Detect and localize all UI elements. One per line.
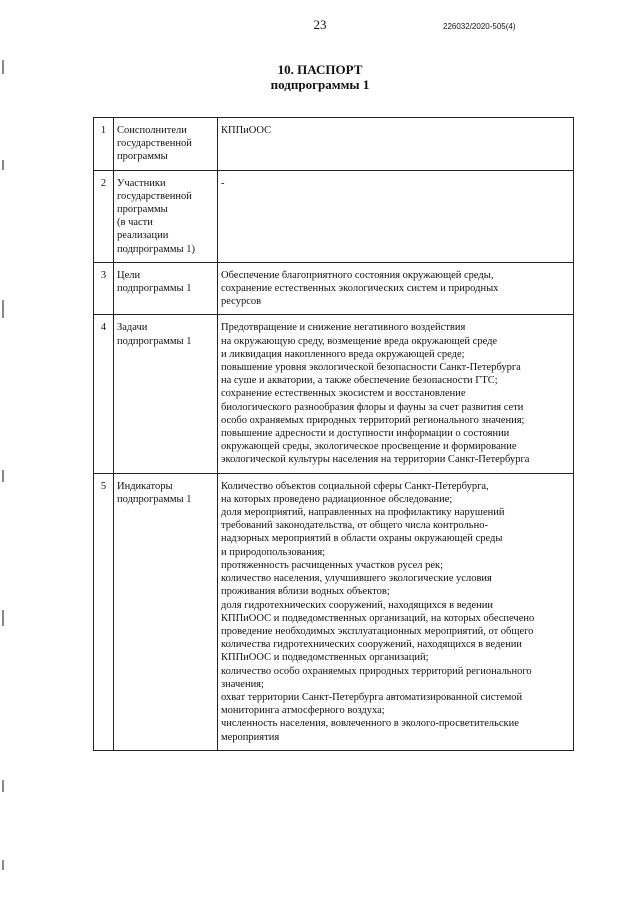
row-content-line: охват территории Санкт-Петербурга автоматизированной системой xyxy=(221,691,523,703)
row-content xyxy=(218,473,574,750)
row-content-line: и природопользования; xyxy=(221,546,326,558)
row-content-line: экологической культуры населения на территории Санкт-Петербурга xyxy=(221,454,530,466)
row-content-line: количества гидротехнических сооружений, находящихся в ведении xyxy=(221,639,522,651)
row-number: 5 xyxy=(94,473,114,750)
row-label xyxy=(114,118,218,171)
row-label xyxy=(114,315,218,473)
row-content-line: сохранение естественных экосистем и восстановление xyxy=(221,388,466,400)
table-row xyxy=(94,262,574,315)
passport-table xyxy=(93,117,574,751)
row-content-line: численность населения, вовлеченного в эколого-просветительские xyxy=(221,718,519,730)
table-row xyxy=(94,473,574,750)
row-label-line: подпрограммы 1 xyxy=(117,335,192,347)
row-content xyxy=(218,170,574,262)
title-line-2: подпрограммы 1 xyxy=(270,77,370,92)
row-content-line: биологического разнообразия флоры и фауны за счет развития сети xyxy=(221,401,524,413)
row-content-line: повышение уровня экологической безопасности Санкт-Петербурга xyxy=(221,362,521,374)
row-number: 2 xyxy=(94,170,114,262)
row-content-line: КППиООС и подведомственных организаций; xyxy=(221,652,429,664)
row-content-line: на окружающую среду, возмещение вреда окружающей среде xyxy=(221,335,498,347)
row-label-line: Задачи xyxy=(117,322,148,334)
row-content-line: мероприятия xyxy=(221,731,280,743)
row-label-line: реализации xyxy=(117,230,169,242)
row-content-line: на которых проведено радиационное обследование; xyxy=(221,493,453,505)
row-content-line: Предотвращение и снижение негативного воздействия xyxy=(221,322,466,334)
row-content-line: доля гидротехнических сооружений, находящихся в ведении xyxy=(221,599,493,611)
row-content-line: ресурсов xyxy=(221,296,262,308)
row-content-line: - xyxy=(221,177,225,189)
row-number: 3 xyxy=(94,262,114,315)
row-label-line: подпрограммы 1 xyxy=(117,283,192,295)
row-content-line: требований законодательства, от общего числа контрольно- xyxy=(221,520,488,532)
row-content xyxy=(218,118,574,171)
table-row xyxy=(94,315,574,473)
row-number: 4 xyxy=(94,315,114,473)
row-content-line: сохранение естественных экологических систем и природных xyxy=(221,283,499,295)
row-content-line: КППиООС и подведомственных организаций, на которых обеспечено xyxy=(221,612,535,624)
row-content-line: КППиООС xyxy=(221,125,272,136)
row-label-line: государственной xyxy=(117,138,192,150)
row-content xyxy=(218,262,574,315)
row-content xyxy=(218,315,574,473)
row-content-line: проживания вблизи водных объектов; xyxy=(221,586,390,598)
row-label-line: Цели xyxy=(117,269,141,281)
section-title xyxy=(0,62,640,92)
title-line-1: 10. ПАСПОРТ xyxy=(277,62,363,77)
row-content-line: и ликвидация накопленного вреда окружающей среде; xyxy=(221,348,465,360)
row-content-line: на суше и акватории, а также обеспечение безопасности ГТС; xyxy=(221,375,498,387)
row-content-line: мониторинга атмосферного воздуха; xyxy=(221,705,385,717)
row-label xyxy=(114,473,218,750)
row-content-line: повышение адресности и доступности информации о состоянии xyxy=(221,428,510,440)
row-content-line: количество особо охраняемых природных территорий регионального xyxy=(221,665,532,677)
row-content-line: окружающей среды, экологическое просвещение и формирование xyxy=(221,441,517,453)
binder-edge-marks xyxy=(2,0,6,905)
row-content-line: надзорных мероприятий в области охраны окружающей среды xyxy=(221,533,503,545)
row-label xyxy=(114,170,218,262)
row-label-line: Индикаторы xyxy=(117,480,173,492)
page-number: 23 xyxy=(313,17,327,32)
row-content-line: значения; xyxy=(221,678,264,690)
row-content-line: проведение необходимых эксплуатационных мероприятий, от общего xyxy=(221,625,534,637)
table-row xyxy=(94,170,574,262)
row-label-line: подпрограммы 1 xyxy=(117,493,192,505)
row-content-line: особо охраняемых природных территорий регионального значения; xyxy=(221,414,525,426)
row-content-line: Обеспечение благоприятного состояния окружающей среды, xyxy=(221,269,494,281)
row-label-line: подпрограммы 1) xyxy=(117,243,195,255)
row-content-line: Количество объектов социальной сферы Санкт-Петербурга, xyxy=(221,480,489,492)
row-content-line: количество населения, улучшившего экологические условия xyxy=(221,573,492,585)
row-label-line: Участники xyxy=(117,177,166,189)
row-label-line: государственной xyxy=(117,190,192,202)
row-label-line: Соисполнители xyxy=(117,125,187,136)
row-label-line: программы xyxy=(117,204,168,216)
row-label-line: (в части xyxy=(117,217,153,229)
row-content-line: протяженность расчищенных участков русел рек; xyxy=(221,559,444,571)
row-content-line: доля мероприятий, направленных на профилактику нарушений xyxy=(221,507,505,519)
row-label-line: программы xyxy=(117,151,168,163)
row-label xyxy=(114,262,218,315)
row-number: 1 xyxy=(94,118,114,171)
table-row xyxy=(94,118,574,171)
document-code: 226032/2020-505(4) xyxy=(443,22,516,31)
